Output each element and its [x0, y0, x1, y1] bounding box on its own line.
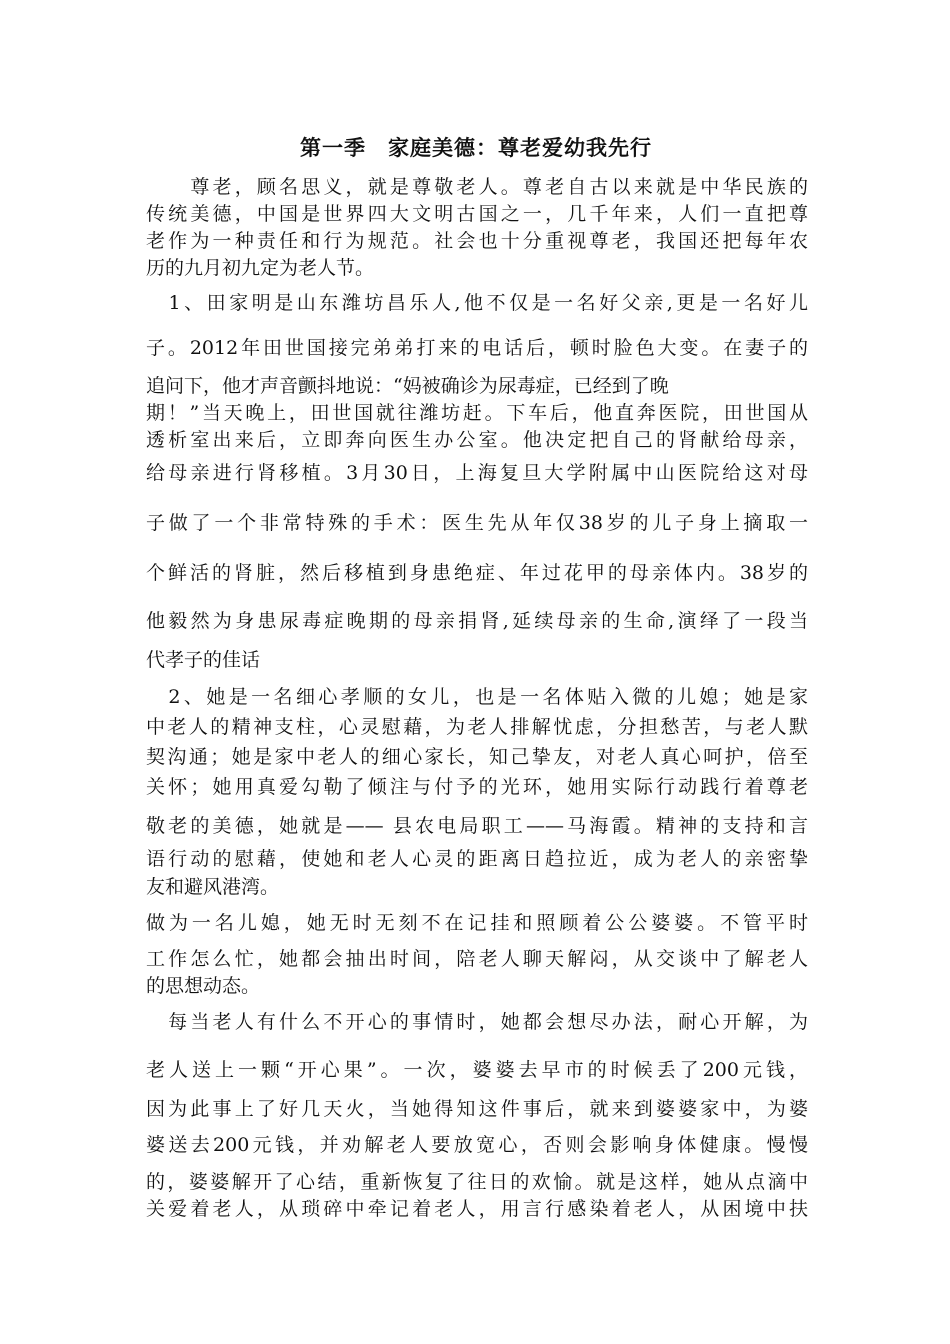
paragraph-line: 友和避风港湾。 — [146, 876, 280, 898]
paragraph-line: 给母亲进行肾移植。3月30日，上海复旦大学附属中山医院给这对母 — [146, 462, 808, 484]
paragraph-line: 中老人的精神支柱，心灵慰藉，为老人排解忧虑，分担愁苦，与老人默 — [146, 716, 808, 738]
paragraph-line: 契沟通；她是家中老人的细心家长，知己挚友，对老人真心呵护，倍至 — [146, 746, 808, 768]
paragraph-line: 追问下，他才声音颤抖地说：“妈被确诊为尿毒症，已经到了晚 — [146, 375, 669, 397]
paragraph-line: 语行动的慰藉，使她和老人心灵的距离日趋拉近，成为老人的亲密挚 — [146, 848, 808, 870]
paragraph-line: 透析室出来后，立即奔向医生办公室。他决定把自己的肾献给母亲， — [146, 429, 808, 451]
paragraph-line: 每当老人有什么不开心的事情时，她都会想尽办法，耐心开解，为 — [146, 1011, 808, 1033]
paragraph-line: 敬老的美德，她就是—— 县农电局职工——马海霞。精神的支持和言 — [146, 815, 808, 837]
paragraph-line: 工作怎么忙，她都会抽出时间，陪老人聊天解闷，从交谈中了解老人 — [146, 948, 808, 970]
paragraph-line: 尊老，顾名思义，就是尊敬老人。尊老自古以来就是中华民族的 — [146, 176, 808, 198]
paragraph-line: 传统美德，中国是世界四大文明古国之一，几千年来，人们一直把尊 — [146, 203, 808, 225]
paragraph-line: 他毅然为身患尿毒症晚期的母亲捐肾,延续母亲的生命,演绎了一段当 — [146, 610, 808, 632]
paragraph-line: 婆送去200元钱，并劝解老人要放宽心，否则会影响身体健康。慢慢 — [146, 1134, 808, 1156]
paragraph-line: 关怀；她用真爱勾勒了倾注与付予的光环，她用实际行动践行着尊老 — [146, 776, 808, 798]
paragraph-line: 老作为一种责任和行为规范。社会也十分重视尊老，我国还把每年农 — [146, 230, 808, 252]
paragraph-line: 期！”当天晚上，田世国就往潍坊赶。下车后，他直奔医院，田世国从 — [146, 402, 808, 424]
paragraph-line: 个鲜活的肾脏，然后移植到身患绝症、年过花甲的母亲体内。38岁的 — [146, 562, 808, 584]
paragraph-line: 的，婆婆解开了心结，重新恢复了往日的欢愉。就是这样，她从点滴中 — [146, 1171, 808, 1193]
paragraph-line: 子。2012年田世国接完弟弟打来的电话后，顿时脸色大变。在妻子的 — [146, 337, 808, 359]
paragraph-line: 老人送上一颗“开心果”。一次，婆婆去早市的时候丢了200元钱， — [146, 1059, 808, 1081]
document-title: 第一季 家庭美德：尊老爱幼我先行 — [300, 135, 652, 160]
paragraph-line: 因为此事上了好几天火，当她得知这件事后，就来到婆婆家中，为婆 — [146, 1098, 808, 1120]
paragraph-line: 2、她是一名细心孝顺的女儿，也是一名体贴入微的儿媳；她是家 — [146, 686, 808, 708]
paragraph-line: 历的九月初九定为老人节。 — [146, 257, 375, 279]
paragraph-line: 做为一名儿媳，她无时无刻不在记挂和照顾着公公婆婆。不管平时 — [146, 912, 808, 934]
paragraph-line: 1、田家明是山东潍坊昌乐人,他不仅是一名好父亲,更是一名好儿 — [146, 292, 808, 314]
paragraph-line: 的思想动态。 — [146, 975, 261, 997]
paragraph-line: 子做了一个非常特殊的手术：医生先从年仅38岁的儿子身上摘取一 — [146, 512, 808, 534]
paragraph-line: 关爱着老人，从琐碎中牵记着老人，用言行感染着老人，从困境中扶 — [146, 1198, 808, 1220]
paragraph-line: 代孝子的佳话 — [146, 649, 261, 671]
